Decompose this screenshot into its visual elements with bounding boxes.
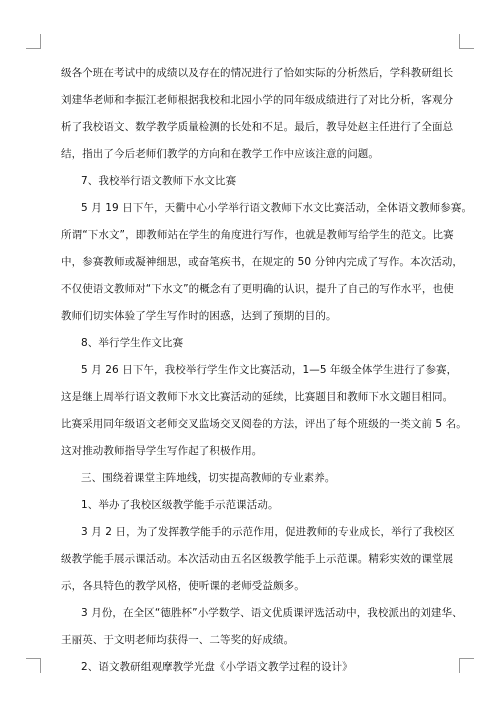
crop-mark-bottom-right: [459, 658, 474, 673]
section-heading: 2、语文教研组观摩教学光盘《小学语文教学过程的设计》: [81, 661, 353, 673]
text-line: 级各个班在考试中的成绩以及存在的情况进行了恰如实际的分析然后，学科教研组长: [61, 67, 454, 79]
text-line: 结，指出了今后老师们教学的方向和在教学工作中应该注意的问题。: [61, 148, 379, 160]
text-line: 这对推动教师指导学生写作起了积极作用。: [61, 445, 263, 457]
text-line: 析了我校语文、数学教学质量检测的长处和不足。最后，教导处赵主任进行了全面总: [61, 121, 454, 133]
text-line: 示，各具特色的教学风格，使听课的老师受益颇多。: [61, 580, 305, 592]
text-line: 教师们切实体验了学生写作时的困惑，达到了预期的目的。: [61, 310, 337, 322]
text-line: 刘建华老师和李振江老师根据我校和北园小学的同年级成绩进行了对比分析，客观分: [61, 94, 454, 106]
text-line: 级教学能手展示课活动。本次活动由五名区级教学能手上示范课。精彩实效的课堂展: [61, 553, 454, 565]
text-line: 3 月份，在全区“德胜杯”小学数学、语文优质课评选活动中，我校派出的刘建华、: [81, 607, 463, 619]
text-line: 王丽英、于文明老师均获得一、二等奖的好成绩。: [61, 634, 295, 646]
text-line: 不仅使语文教师对“下水文”的概念有了更明确的认识，提升了自己的写作水平，也使: [61, 283, 454, 295]
section-heading: 8、举行学生作文比赛: [81, 337, 184, 349]
section-heading: 三、围绕着课堂主阵地线，切实提高教师的专业素养。: [81, 472, 336, 484]
text-line: 中，参赛教师或凝神细思，或奋笔疾书，在规定的 50 分钟内完成了写作。本次活动，: [61, 256, 464, 268]
text-line: 5 月 26 日下午，我校举行学生作文比赛活动，1—5 年级全体学生进行了参赛，: [81, 364, 458, 376]
crop-mark-top-left: [26, 34, 41, 49]
text-line: 这是继上周举行语文教师下水文比赛活动的延续，比赛题目和教师下水文题目相同。: [61, 391, 454, 403]
section-heading: 1、举办了我校区级教学能手示范课活动。: [81, 499, 279, 511]
text-line: 所谓“下水文”，即教师站在学生的角度进行写作，也就是教师写给学生的范文。比赛: [61, 229, 454, 241]
text-line: 3 月 2 日，为了发挥教学能手的示范作用，促进教师的专业成长，举行了我校区: [81, 526, 455, 538]
section-heading: 7、我校举行语文教师下水文比赛: [81, 175, 237, 187]
text-line: 比赛采用同年级语文老师交叉监场交叉阅卷的方法，评出了每个班级的一类文前 5 名。: [61, 418, 467, 430]
crop-mark-bottom-left: [26, 658, 41, 673]
text-line: 5 月 19 日下午，天衢中心小学举行语文教师下水文比赛活动，全体语文教师参赛。: [81, 202, 473, 214]
crop-mark-top-right: [459, 34, 474, 49]
